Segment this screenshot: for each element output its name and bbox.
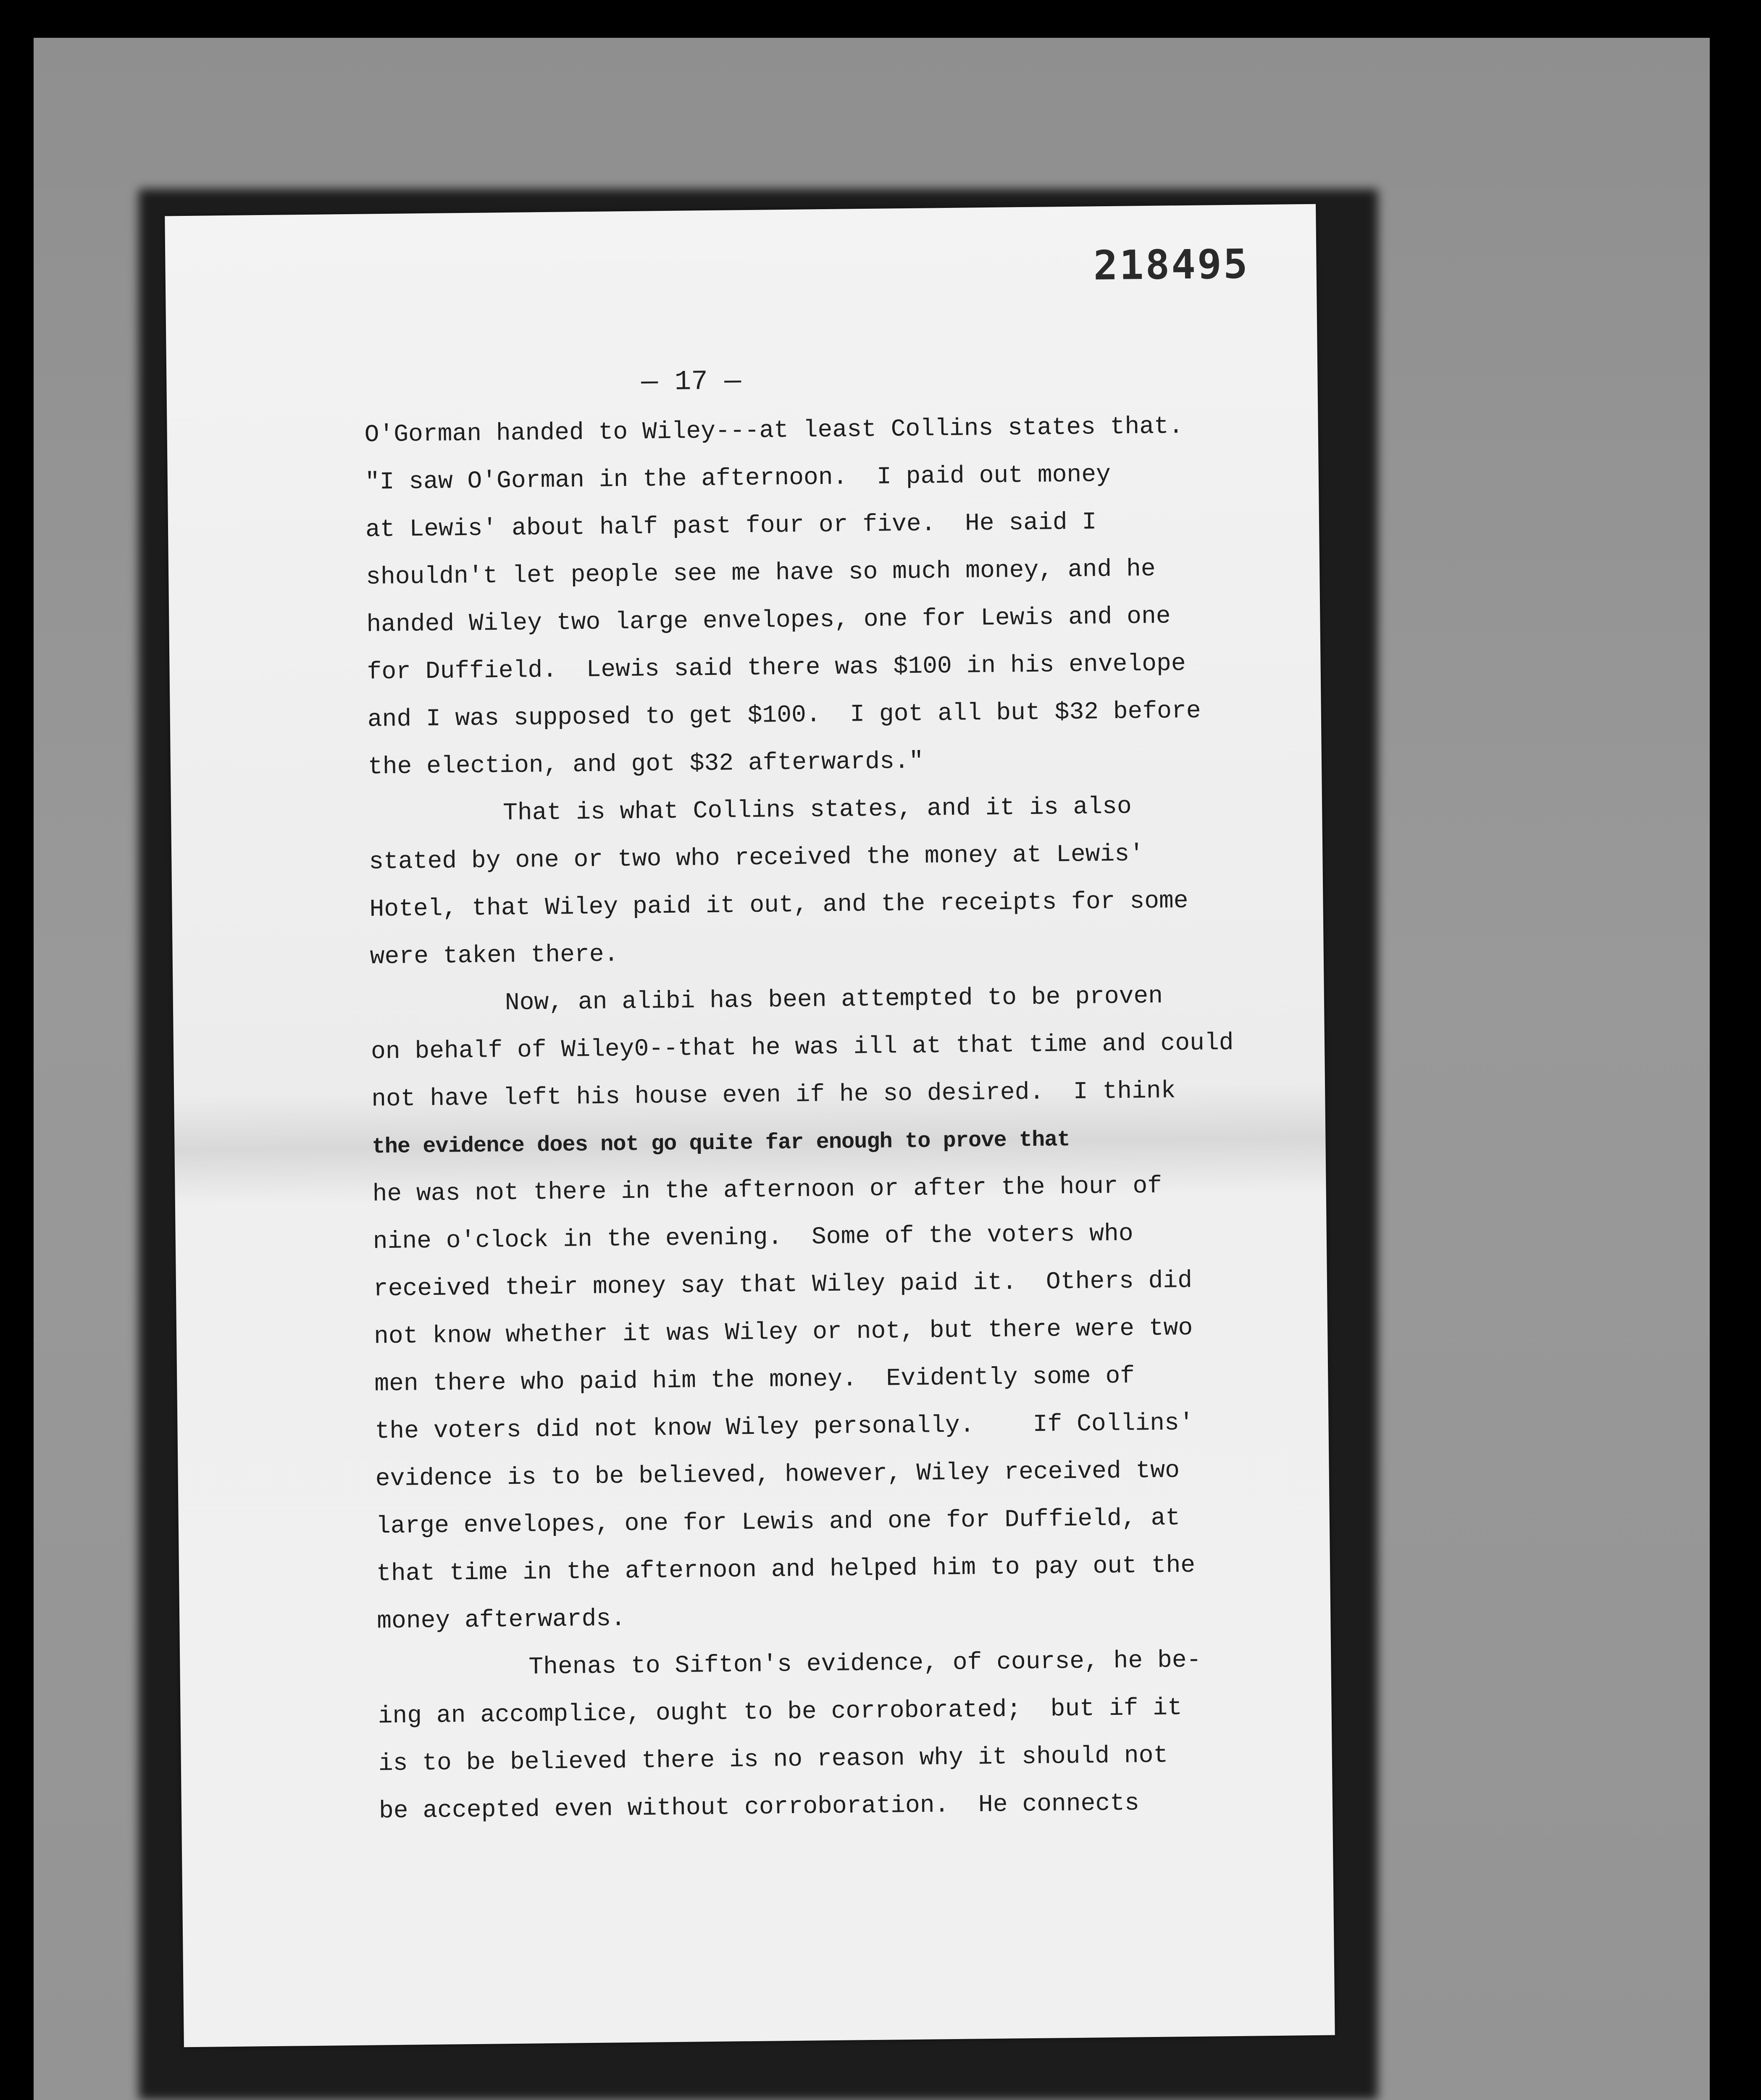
paragraph-1: O'Gorman handed to Wiley---at least Collins states that. "I saw O'Gorman in the afternoon. I paid out money at Lewis' about half past four or five. He said I shouldn't let people see me have so much money, and he handed Wiley two large envelopes, one for Lewis and one for Duffield. Lewis said there was $100 in his envelope and I was supposed to get $100. I got all but $32 before the election, and got $32 afterwards." — [364, 413, 1201, 781]
page-number: — 17 — — [641, 365, 741, 398]
archive-number: 218495 — [1093, 240, 1250, 289]
paragraph-3: Now, an alibi has been attempted to be proven on behalf of Wiley0--that he was ill at that time and could not have left his house even if he so desired. I think — [371, 982, 1234, 1113]
document-body — [364, 402, 1291, 1835]
bold-overtyped-line: the evidence does not go quite far enough to prove that — [372, 1127, 1070, 1160]
document-sheet — [165, 204, 1335, 2047]
paragraph-2: That is what Collins states, and it is also stated by one or two who received the money at Lewis' Hotel, that Wiley paid it out, and the receipts for some were taken there. — [369, 793, 1188, 971]
paragraph-5: Thenas to Sifton's evidence, of course, he be- ing an accomplice, ought to be corroborated; but if it is to be believed there is no reason why it should not be accepted even without corroboration. He connects — [378, 1646, 1201, 1825]
paragraph-4: he was not there in the afternoon or after the hour of nine o'clock in the evening. Some of the voters who received their money say that Wiley paid it. Others did not know whether it was Wiley or not, but there were two men there who paid him the money. Evidently some of the voters did not know Wiley personally. If Collins' evidence is to be believed, however, Wiley received two large envelopes, one for Lewis and one for Duffield, at that time in the afternoon and helped him to pay out the money afterwards. — [372, 1172, 1196, 1635]
